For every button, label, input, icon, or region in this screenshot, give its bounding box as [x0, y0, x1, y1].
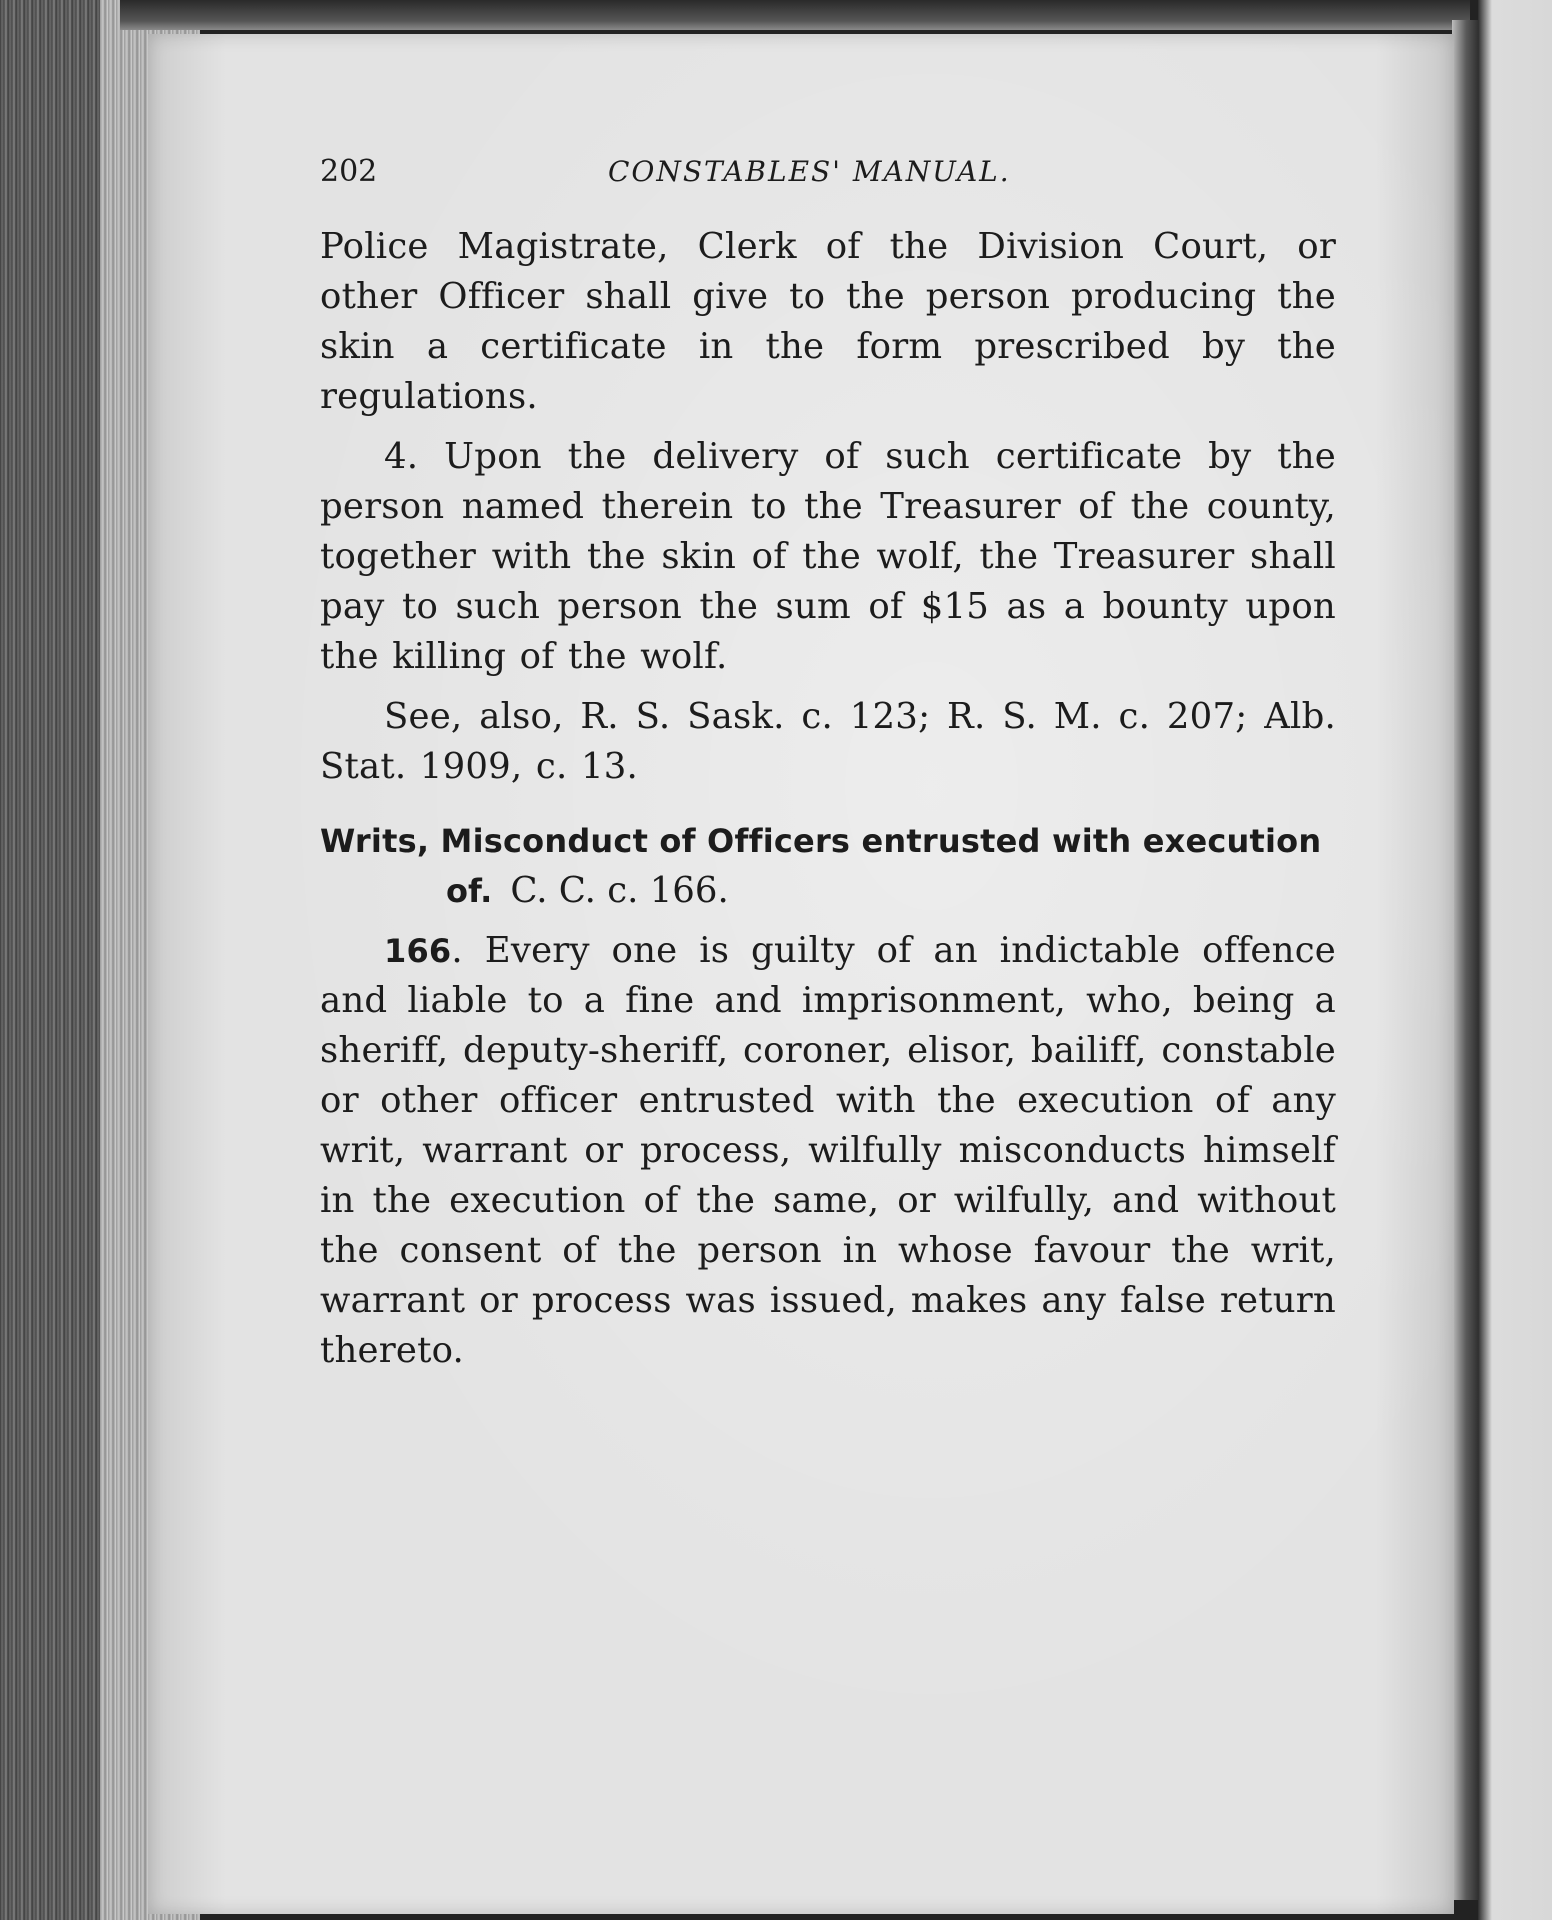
section-text: . Every one is guilty of an indictable offence and liable to a fine and imprisonment, who, being a sheriff, deputy-sheriff, coroner, elisor, bailiff, constable or other officer entrusted with the execution of any writ, warrant or process, wilfully misconducts himself in the execution of the same, or wilfully, and without the consent of the person in whose favour the writ, warrant or process was issued, makes any false return thereto.	[320, 930, 1336, 1371]
running-title: CONSTABLES' MANUAL.	[608, 155, 1011, 188]
page-number: 202	[320, 154, 378, 189]
paragraph-continuation: Police Magistrate, Clerk of the Division Court, or other Officer shall give to the person producing the skin a certificate in the form prescribed by the regulations.	[320, 226, 1336, 417]
top-edge	[120, 0, 1470, 30]
section-heading-reference: C. C. c. 166.	[510, 870, 729, 911]
paragraph-see-also: See, also, R. S. Sask. c. 123; R. S. M. c. 207; Alb. Stat. 1909, c. 13.	[320, 696, 1336, 787]
running-head	[320, 154, 1336, 214]
section-number: 166	[384, 932, 452, 970]
book-gutter	[1452, 20, 1480, 1900]
section-heading-of: of.	[446, 872, 493, 910]
paragraph-clause-4: 4. Upon the delivery of such certificate by the person named therein to the Treasurer of the county, together with the skin of the wolf, the Treasurer shall pay to such person the sum of $15 as a bounty upon the killing of the wolf.	[320, 436, 1336, 677]
section-166-body	[320, 926, 1336, 1376]
section-heading-continuation	[320, 866, 1336, 916]
section-heading-title: Writs, Misconduct of Officers entrusted with execution	[320, 822, 1322, 860]
facing-page-edge	[1478, 0, 1552, 1920]
book-page	[148, 34, 1454, 1914]
section-heading	[320, 816, 1336, 916]
page-text	[320, 154, 1336, 1376]
